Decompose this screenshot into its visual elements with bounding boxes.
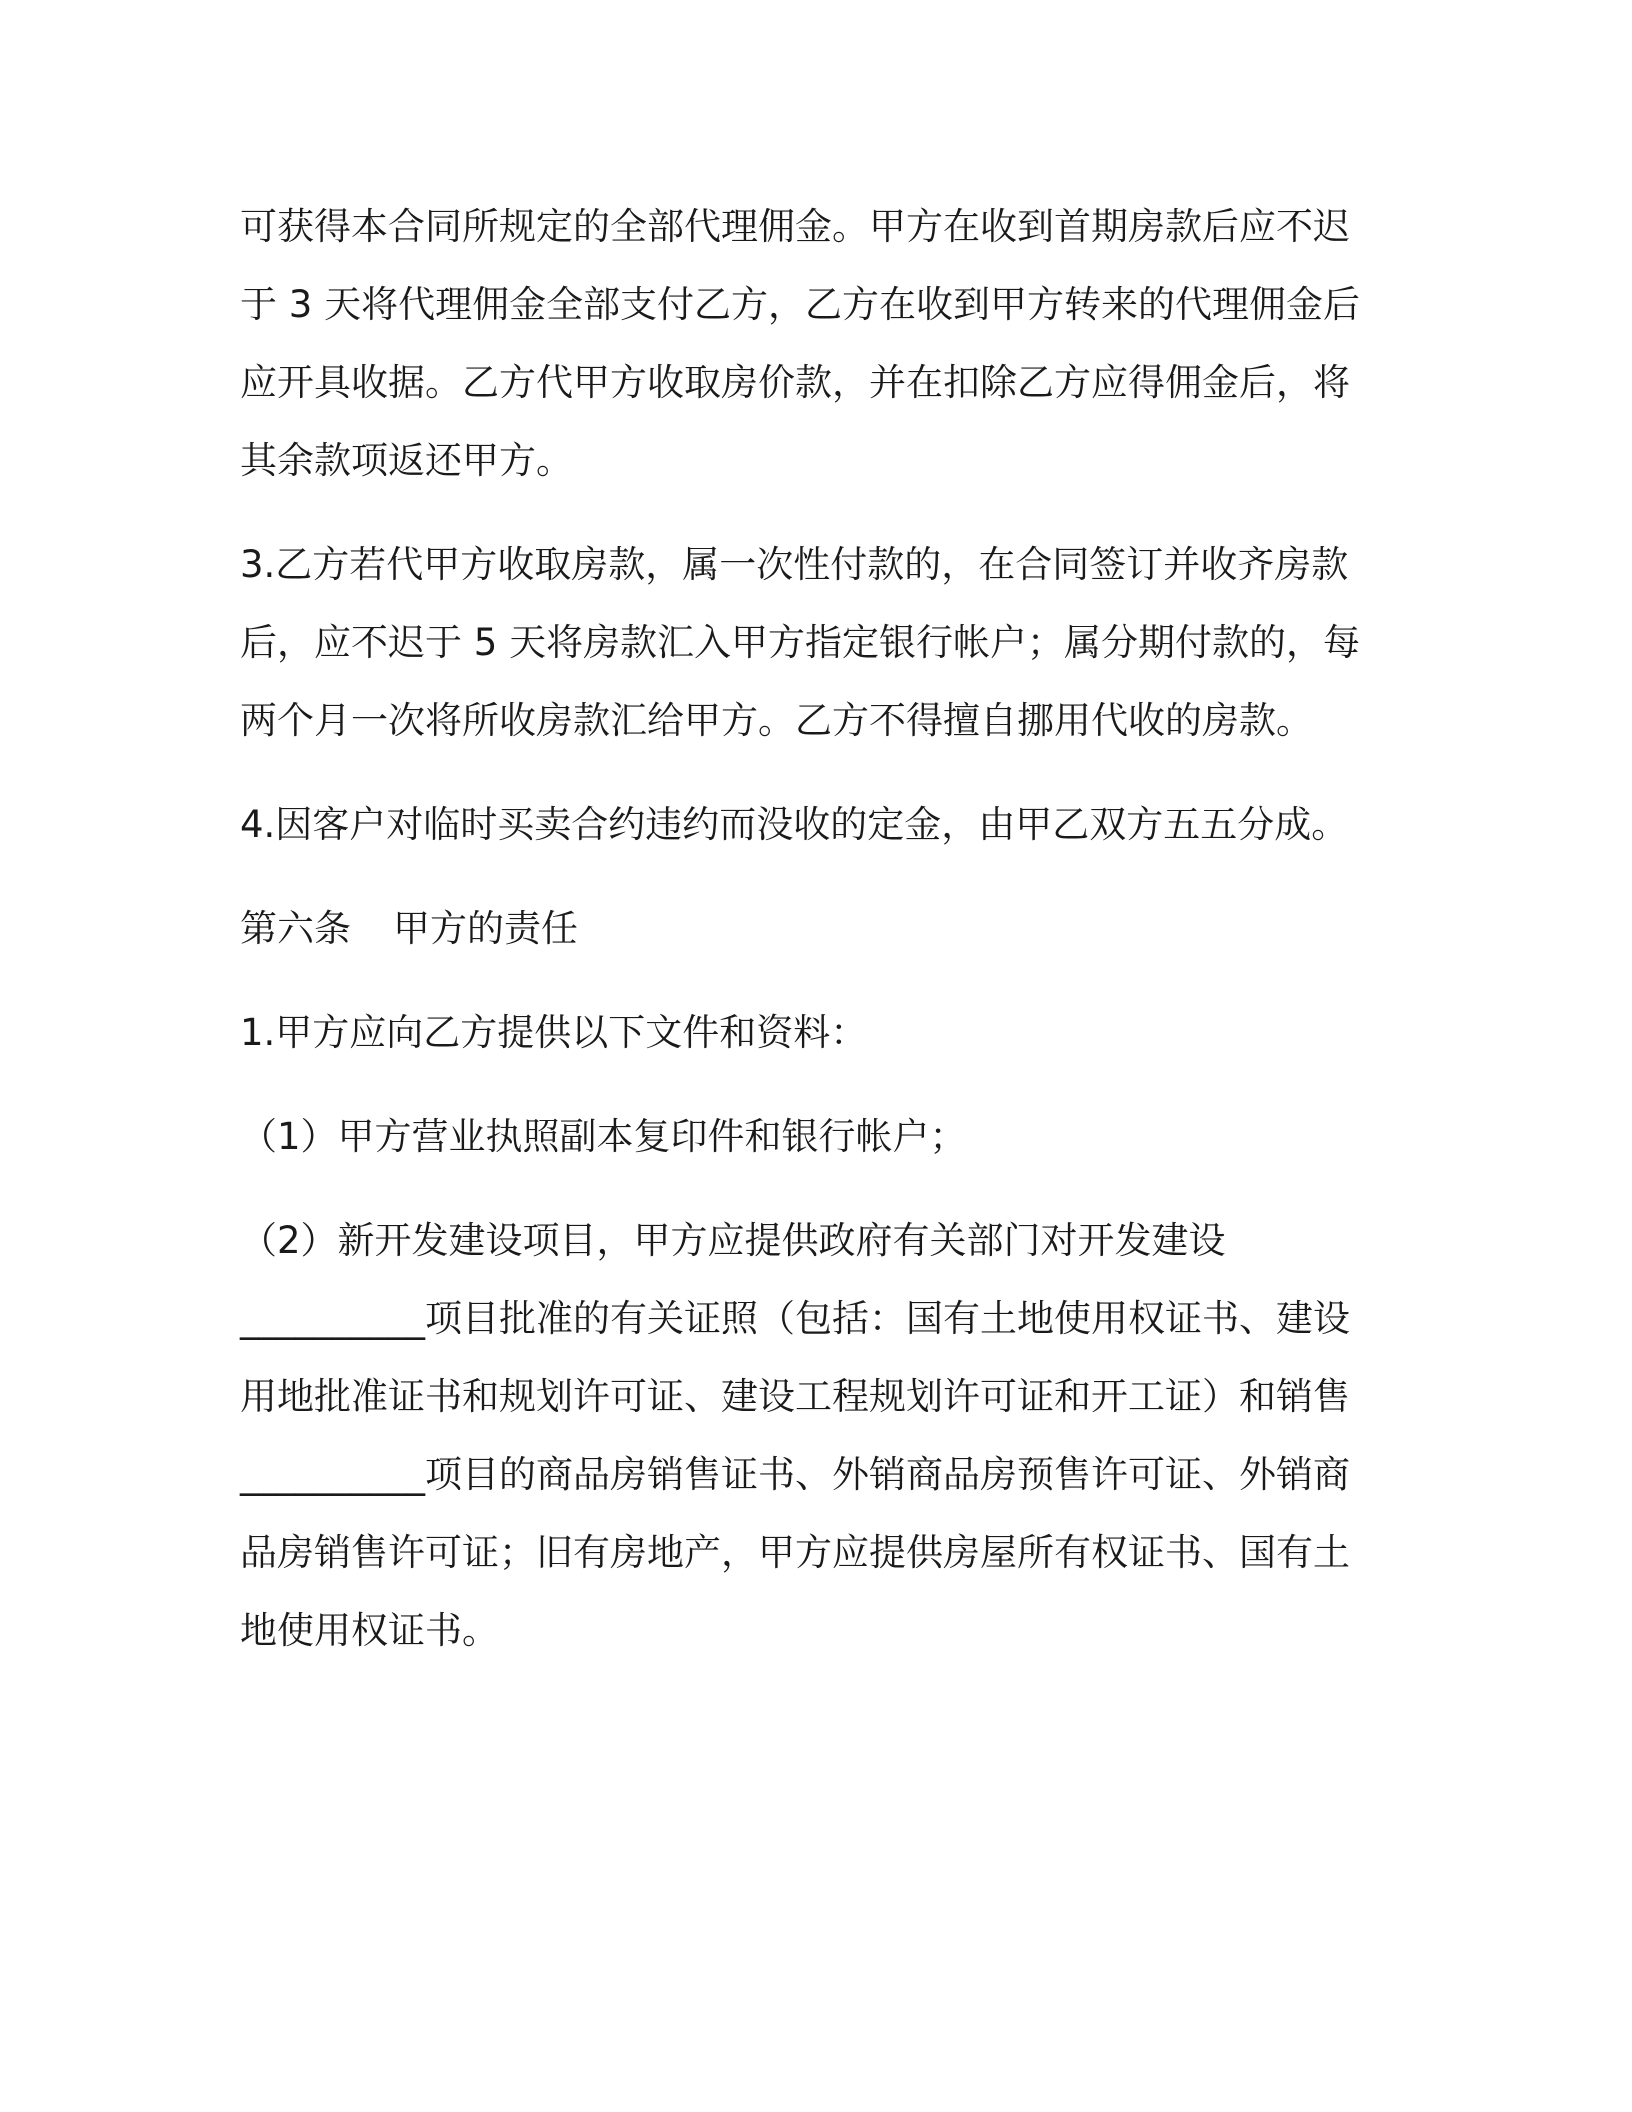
paragraph-commission-payment [240,188,1370,500]
paragraph-clause-1 [240,994,1370,1072]
text-line: 4.因客户对临时买卖合约违约而没收的定金，由甲乙双方五五分成。 [240,803,1349,846]
text-line: 用地批准证书和规划许可证、建设工程规划许可证和开工证）和销售 [240,1375,1350,1418]
article-number: 第六条 [240,907,351,950]
text-line: 两个月一次将所收房款汇给甲方。乙方不得擅自挪用代收的房款。 [240,699,1313,742]
text-line: 地使用权证书。 [240,1609,499,1652]
text-line: （1）甲方营业执照副本复印件和银行帐户； [240,1115,967,1158]
text-line: __________项目批准的有关证照（包括：国有土地使用权证书、建设 [240,1297,1350,1340]
text-line: __________项目的商品房销售证书、外销商品房预售许可证、外销商 [240,1453,1350,1496]
paragraph-item-2 [240,1202,1370,1670]
paragraph-clause-4 [240,786,1370,864]
text-line: 3.乙方若代甲方收取房款，属一次性付款的，在合同签订并收齐房款 [240,543,1349,586]
text-line: 后，应不迟于 5 天将房款汇入甲方指定银行帐户；属分期付款的，每 [240,621,1361,664]
paragraph-item-1 [240,1098,1370,1176]
article-heading [240,890,1370,968]
text-line: 可获得本合同所规定的全部代理佣金。甲方在收到首期房款后应不迟 [240,205,1350,248]
text-line: 1.甲方应向乙方提供以下文件和资料： [240,1011,868,1054]
text-line: 其余款项返还甲方。 [240,439,573,482]
text-line: 品房销售许可证；旧有房地产，甲方应提供房屋所有权证书、国有土 [240,1531,1350,1574]
paragraph-clause-3 [240,526,1370,760]
text-line: （2）新开发建设项目，甲方应提供政府有关部门对开发建设 [240,1219,1226,1262]
document-body [240,188,1370,1696]
text-line: 于 3 天将代理佣金全部支付乙方，乙方在收到甲方转来的代理佣金后 [240,283,1361,326]
text-line: 应开具收据。乙方代甲方收取房价款，并在扣除乙方应得佣金后，将 [240,361,1350,404]
article-title: 甲方的责任 [393,907,578,950]
